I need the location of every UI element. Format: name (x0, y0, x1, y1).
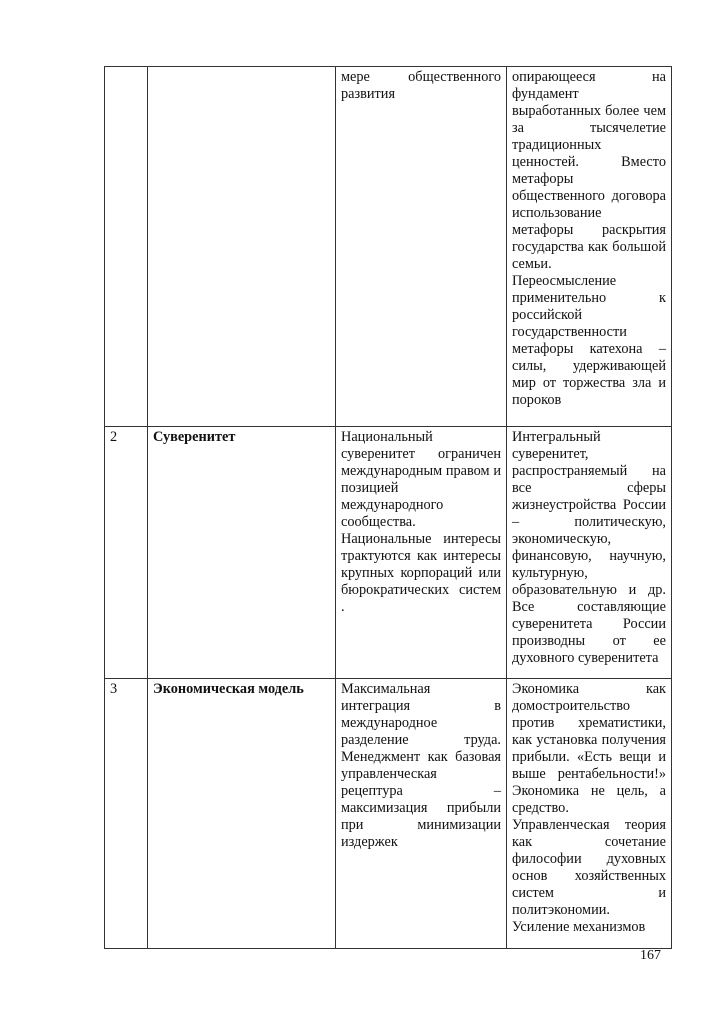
table-row (105, 67, 672, 427)
comparison-table (104, 66, 672, 949)
cell-paragraph: Максимальная интеграция в международное разделение труда. Менеджмент как базовая управленческая рецептура – максимизация прибыли при минимизации издержек (341, 681, 501, 850)
cell-paragraph: опирающееся на фундамент выработанных более чем за тысячелетие традиционных ценностей. Вместо метафоры общественного договора использование метафоры раскрытия государства как большой семьи. (512, 69, 666, 272)
row-name-cell: Суверенитет (148, 427, 336, 679)
current-model-cell (336, 427, 507, 679)
row-name-cell: Экономическая модель (148, 679, 336, 949)
cell-paragraph: Национальный суверенитет ограничен международным правом и позицией международного сообщества. (341, 429, 501, 530)
cell-paragraph: Усиление механизмов (512, 919, 646, 935)
table-row (105, 679, 672, 949)
cell-paragraph: Управленческая теория как сочетание философии духовных основ хозяйственных систем и политэкономии. (512, 817, 666, 918)
cell-paragraph: мере общественного развития (341, 69, 501, 102)
table-row (105, 427, 672, 679)
proposed-model-cell (507, 67, 672, 427)
cell-paragraph: Интегральный суверенитет, распространяемый на все сферы жизнеустройства России – политическую, экономическую, финансовую, научную, культурную, образовательную и др. Все составляющие суверенитета России производны от ее духовного суверенитета (512, 429, 666, 666)
cell-paragraph: Переосмысление применительно к российской государственности метафоры катехона – силы, удерживающей мир от торжества зла и пороков (512, 273, 666, 408)
page-number: 167 (640, 948, 661, 963)
cell-paragraph: Экономика как домостроительство против хрематистики, как установка получения прибыли. «Есть вещи и выше рентабельности!» Экономика не цель, а средство. (512, 681, 666, 816)
row-number-cell: 3 (105, 679, 148, 949)
current-model-cell (336, 67, 507, 427)
current-model-cell (336, 679, 507, 949)
row-number-cell: 2 (105, 427, 148, 679)
row-number-cell (105, 67, 148, 427)
cell-paragraph: Национальные интересы трактуются как интересы крупных корпораций или бюрократических систем . (341, 531, 501, 615)
proposed-model-cell (507, 679, 672, 949)
row-name-cell (148, 67, 336, 427)
proposed-model-cell (507, 427, 672, 679)
